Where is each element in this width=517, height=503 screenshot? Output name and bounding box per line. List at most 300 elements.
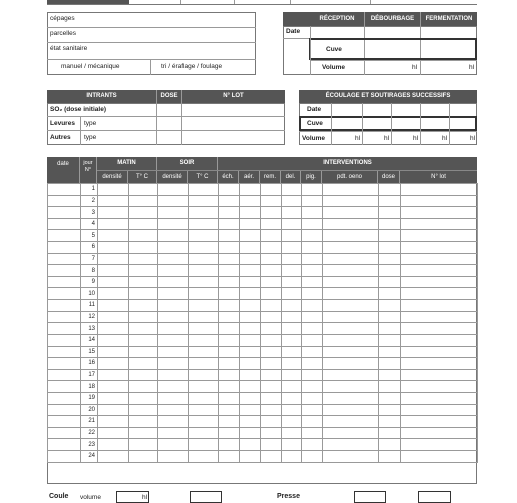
entry-cell[interactable] xyxy=(219,392,240,404)
entry-cell[interactable] xyxy=(261,334,282,346)
entry-cell[interactable] xyxy=(219,381,240,393)
entry-cell[interactable] xyxy=(189,265,219,277)
entry-cell[interactable] xyxy=(48,230,81,242)
entry-cell[interactable] xyxy=(282,404,302,416)
entry-cell[interactable] xyxy=(219,358,240,370)
entry-cell[interactable] xyxy=(189,346,219,358)
entry-cell[interactable] xyxy=(379,253,401,265)
entry-cell[interactable] xyxy=(189,195,219,207)
entry-cell[interactable] xyxy=(129,195,158,207)
entry-cell[interactable] xyxy=(240,184,261,196)
entry-cell[interactable] xyxy=(189,276,219,288)
entry-cell[interactable] xyxy=(401,334,478,346)
entry-cell[interactable] xyxy=(282,230,302,242)
entry-cell[interactable] xyxy=(323,253,379,265)
entry-cell[interactable] xyxy=(302,439,323,451)
entry-cell[interactable] xyxy=(401,288,478,300)
entry-cell[interactable] xyxy=(129,358,158,370)
entry-cell[interactable] xyxy=(323,300,379,312)
entry-cell[interactable] xyxy=(189,230,219,242)
entry-cell[interactable] xyxy=(323,288,379,300)
entry-cell[interactable] xyxy=(302,392,323,404)
entry-cell[interactable] xyxy=(261,195,282,207)
entry-cell[interactable] xyxy=(240,334,261,346)
entry-cell[interactable] xyxy=(302,311,323,323)
entry-cell[interactable] xyxy=(261,323,282,335)
entry-cell[interactable] xyxy=(48,451,81,463)
entry-cell[interactable] xyxy=(379,323,401,335)
entry-cell[interactable] xyxy=(219,427,240,439)
entry-cell[interactable] xyxy=(158,276,189,288)
entry-cell[interactable] xyxy=(129,265,158,277)
entry-cell[interactable] xyxy=(48,392,81,404)
entry-cell[interactable] xyxy=(323,392,379,404)
entry-cell[interactable] xyxy=(261,300,282,312)
entry-cell[interactable] xyxy=(219,300,240,312)
entry-cell[interactable] xyxy=(323,358,379,370)
entry-cell[interactable] xyxy=(323,276,379,288)
entry-cell[interactable] xyxy=(379,358,401,370)
entry-cell[interactable] xyxy=(48,311,81,323)
entry-cell[interactable] xyxy=(189,416,219,428)
entry-cell[interactable] xyxy=(302,416,323,428)
entry-cell[interactable] xyxy=(401,381,478,393)
entry-cell[interactable] xyxy=(261,392,282,404)
entry-cell[interactable] xyxy=(323,311,379,323)
entry-cell[interactable] xyxy=(158,288,189,300)
entry-cell[interactable] xyxy=(189,334,219,346)
entry-cell[interactable] xyxy=(48,207,81,219)
entry-cell[interactable] xyxy=(379,265,401,277)
entry-cell[interactable] xyxy=(240,358,261,370)
entry-cell[interactable] xyxy=(129,369,158,381)
entry-cell[interactable] xyxy=(240,242,261,254)
entry-cell[interactable] xyxy=(129,230,158,242)
entry-cell[interactable] xyxy=(323,242,379,254)
entry-cell[interactable] xyxy=(98,334,129,346)
entry-cell[interactable] xyxy=(129,300,158,312)
entry-cell[interactable] xyxy=(219,288,240,300)
entry-cell[interactable] xyxy=(129,276,158,288)
entry-cell[interactable] xyxy=(401,207,478,219)
entry-cell[interactable] xyxy=(302,346,323,358)
entry-cell[interactable] xyxy=(261,404,282,416)
entry-cell[interactable] xyxy=(48,358,81,370)
entry-cell[interactable] xyxy=(129,416,158,428)
entry-cell[interactable] xyxy=(98,323,129,335)
entry-cell[interactable] xyxy=(189,184,219,196)
entry-cell[interactable] xyxy=(379,439,401,451)
entry-cell[interactable] xyxy=(158,416,189,428)
entry-cell[interactable] xyxy=(401,242,478,254)
entry-cell[interactable] xyxy=(98,184,129,196)
entry-cell[interactable] xyxy=(219,451,240,463)
entry-cell[interactable] xyxy=(379,416,401,428)
entry-cell[interactable] xyxy=(219,369,240,381)
entry-cell[interactable] xyxy=(261,381,282,393)
entry-cell[interactable] xyxy=(158,230,189,242)
entry-cell[interactable] xyxy=(98,288,129,300)
entry-cell[interactable] xyxy=(323,381,379,393)
entry-cell[interactable] xyxy=(379,369,401,381)
entry-cell[interactable] xyxy=(261,439,282,451)
entry-cell[interactable] xyxy=(261,358,282,370)
entry-cell[interactable] xyxy=(282,207,302,219)
entry-cell[interactable] xyxy=(129,381,158,393)
entry-cell[interactable] xyxy=(158,265,189,277)
entry-cell[interactable] xyxy=(323,369,379,381)
entry-cell[interactable] xyxy=(323,184,379,196)
entry-cell[interactable] xyxy=(189,218,219,230)
entry-cell[interactable] xyxy=(323,416,379,428)
entry-cell[interactable] xyxy=(282,276,302,288)
entry-cell[interactable] xyxy=(98,311,129,323)
entry-cell[interactable] xyxy=(98,346,129,358)
entry-cell[interactable] xyxy=(98,416,129,428)
entry-cell[interactable] xyxy=(219,416,240,428)
entry-cell[interactable] xyxy=(98,439,129,451)
entry-cell[interactable] xyxy=(379,392,401,404)
entry-cell[interactable] xyxy=(158,300,189,312)
entry-cell[interactable] xyxy=(189,323,219,335)
entry-cell[interactable] xyxy=(240,392,261,404)
entry-cell[interactable] xyxy=(379,230,401,242)
entry-cell[interactable] xyxy=(261,311,282,323)
entry-cell[interactable] xyxy=(302,207,323,219)
entry-cell[interactable] xyxy=(401,265,478,277)
entry-cell[interactable] xyxy=(48,265,81,277)
entry-cell[interactable] xyxy=(261,253,282,265)
entry-cell[interactable] xyxy=(323,230,379,242)
entry-cell[interactable] xyxy=(129,451,158,463)
entry-cell[interactable] xyxy=(302,369,323,381)
entry-cell[interactable] xyxy=(401,300,478,312)
entry-cell[interactable] xyxy=(189,369,219,381)
entry-cell[interactable] xyxy=(219,334,240,346)
entry-cell[interactable] xyxy=(48,404,81,416)
entry-cell[interactable] xyxy=(379,451,401,463)
entry-cell[interactable] xyxy=(240,451,261,463)
entry-cell[interactable] xyxy=(302,242,323,254)
entry-cell[interactable] xyxy=(261,276,282,288)
entry-cell[interactable] xyxy=(48,334,81,346)
entry-cell[interactable] xyxy=(98,300,129,312)
entry-cell[interactable] xyxy=(401,451,478,463)
entry-cell[interactable] xyxy=(302,276,323,288)
entry-cell[interactable] xyxy=(98,451,129,463)
entry-cell[interactable] xyxy=(158,218,189,230)
entry-cell[interactable] xyxy=(302,300,323,312)
entry-cell[interactable] xyxy=(379,276,401,288)
entry-cell[interactable] xyxy=(261,346,282,358)
entry-cell[interactable] xyxy=(282,195,302,207)
entry-cell[interactable] xyxy=(48,253,81,265)
entry-cell[interactable] xyxy=(158,381,189,393)
entry-cell[interactable] xyxy=(98,427,129,439)
entry-cell[interactable] xyxy=(261,265,282,277)
entry-cell[interactable] xyxy=(282,253,302,265)
entry-cell[interactable] xyxy=(219,276,240,288)
entry-cell[interactable] xyxy=(98,230,129,242)
entry-cell[interactable] xyxy=(282,218,302,230)
entry-cell[interactable] xyxy=(219,404,240,416)
entry-cell[interactable] xyxy=(129,184,158,196)
entry-cell[interactable] xyxy=(129,207,158,219)
entry-cell[interactable] xyxy=(158,392,189,404)
entry-cell[interactable] xyxy=(158,439,189,451)
entry-cell[interactable] xyxy=(282,451,302,463)
entry-cell[interactable] xyxy=(48,242,81,254)
entry-cell[interactable] xyxy=(302,451,323,463)
entry-cell[interactable] xyxy=(219,207,240,219)
entry-cell[interactable] xyxy=(98,218,129,230)
entry-cell[interactable] xyxy=(48,195,81,207)
entry-cell[interactable] xyxy=(158,184,189,196)
entry-cell[interactable] xyxy=(261,369,282,381)
entry-cell[interactable] xyxy=(379,404,401,416)
entry-cell[interactable] xyxy=(158,404,189,416)
entry-cell[interactable] xyxy=(240,218,261,230)
entry-cell[interactable] xyxy=(189,311,219,323)
entry-cell[interactable] xyxy=(401,427,478,439)
entry-cell[interactable] xyxy=(129,288,158,300)
entry-cell[interactable] xyxy=(282,369,302,381)
entry-cell[interactable] xyxy=(158,427,189,439)
entry-cell[interactable] xyxy=(129,404,158,416)
entry-cell[interactable] xyxy=(302,358,323,370)
entry-cell[interactable] xyxy=(379,300,401,312)
entry-cell[interactable] xyxy=(48,381,81,393)
entry-cell[interactable] xyxy=(401,358,478,370)
entry-cell[interactable] xyxy=(219,218,240,230)
entry-cell[interactable] xyxy=(240,195,261,207)
entry-cell[interactable] xyxy=(379,184,401,196)
entry-cell[interactable] xyxy=(401,404,478,416)
entry-cell[interactable] xyxy=(158,358,189,370)
presse-volume-input[interactable] xyxy=(354,491,386,503)
entry-cell[interactable] xyxy=(282,334,302,346)
entry-cell[interactable] xyxy=(158,311,189,323)
entry-cell[interactable] xyxy=(189,439,219,451)
entry-cell[interactable] xyxy=(282,392,302,404)
entry-cell[interactable] xyxy=(158,253,189,265)
entry-cell[interactable] xyxy=(98,404,129,416)
entry-cell[interactable] xyxy=(129,218,158,230)
entry-cell[interactable] xyxy=(401,276,478,288)
entry-cell[interactable] xyxy=(302,218,323,230)
entry-cell[interactable] xyxy=(48,300,81,312)
entry-cell[interactable] xyxy=(323,218,379,230)
entry-cell[interactable] xyxy=(219,242,240,254)
entry-cell[interactable] xyxy=(240,381,261,393)
entry-cell[interactable] xyxy=(379,218,401,230)
entry-cell[interactable] xyxy=(261,288,282,300)
entry-cell[interactable] xyxy=(48,369,81,381)
entry-cell[interactable] xyxy=(48,288,81,300)
entry-cell[interactable] xyxy=(158,334,189,346)
entry-cell[interactable] xyxy=(189,381,219,393)
entry-cell[interactable] xyxy=(48,439,81,451)
entry-cell[interactable] xyxy=(323,323,379,335)
entry-cell[interactable] xyxy=(282,184,302,196)
entry-cell[interactable] xyxy=(379,334,401,346)
entry-cell[interactable] xyxy=(401,346,478,358)
entry-cell[interactable] xyxy=(302,253,323,265)
entry-cell[interactable] xyxy=(379,311,401,323)
entry-cell[interactable] xyxy=(98,207,129,219)
entry-cell[interactable] xyxy=(158,207,189,219)
entry-cell[interactable] xyxy=(98,392,129,404)
entry-cell[interactable] xyxy=(240,323,261,335)
entry-cell[interactable] xyxy=(401,230,478,242)
entry-cell[interactable] xyxy=(323,404,379,416)
entry-cell[interactable] xyxy=(189,404,219,416)
entry-cell[interactable] xyxy=(240,346,261,358)
entry-cell[interactable] xyxy=(282,416,302,428)
entry-cell[interactable] xyxy=(302,184,323,196)
entry-cell[interactable] xyxy=(323,346,379,358)
entry-cell[interactable] xyxy=(158,323,189,335)
entry-cell[interactable] xyxy=(302,265,323,277)
entry-cell[interactable] xyxy=(401,392,478,404)
entry-cell[interactable] xyxy=(323,451,379,463)
entry-cell[interactable] xyxy=(219,439,240,451)
entry-cell[interactable] xyxy=(129,323,158,335)
entry-cell[interactable] xyxy=(379,381,401,393)
entry-cell[interactable] xyxy=(189,288,219,300)
entry-cell[interactable] xyxy=(379,195,401,207)
entry-cell[interactable] xyxy=(158,195,189,207)
entry-cell[interactable] xyxy=(302,334,323,346)
entry-cell[interactable] xyxy=(401,369,478,381)
entry-cell[interactable] xyxy=(219,230,240,242)
entry-cell[interactable] xyxy=(240,230,261,242)
entry-cell[interactable] xyxy=(129,242,158,254)
entry-cell[interactable] xyxy=(129,311,158,323)
entry-cell[interactable] xyxy=(48,323,81,335)
entry-cell[interactable] xyxy=(282,439,302,451)
entry-cell[interactable] xyxy=(48,184,81,196)
entry-cell[interactable] xyxy=(323,439,379,451)
entry-cell[interactable] xyxy=(129,427,158,439)
entry-cell[interactable] xyxy=(302,195,323,207)
entry-cell[interactable] xyxy=(282,311,302,323)
entry-cell[interactable] xyxy=(282,242,302,254)
entry-cell[interactable] xyxy=(219,184,240,196)
entry-cell[interactable] xyxy=(401,184,478,196)
entry-cell[interactable] xyxy=(302,288,323,300)
entry-cell[interactable] xyxy=(261,416,282,428)
entry-cell[interactable] xyxy=(98,242,129,254)
entry-cell[interactable] xyxy=(219,346,240,358)
entry-cell[interactable] xyxy=(323,427,379,439)
entry-cell[interactable] xyxy=(189,207,219,219)
entry-cell[interactable] xyxy=(240,369,261,381)
entry-cell[interactable] xyxy=(129,392,158,404)
entry-cell[interactable] xyxy=(261,184,282,196)
entry-cell[interactable] xyxy=(158,346,189,358)
entry-cell[interactable] xyxy=(282,323,302,335)
entry-cell[interactable] xyxy=(219,323,240,335)
entry-cell[interactable] xyxy=(98,195,129,207)
entry-cell[interactable] xyxy=(98,381,129,393)
entry-cell[interactable] xyxy=(129,346,158,358)
entry-cell[interactable] xyxy=(282,427,302,439)
entry-cell[interactable] xyxy=(129,439,158,451)
entry-cell[interactable] xyxy=(379,427,401,439)
entry-cell[interactable] xyxy=(48,346,81,358)
entry-cell[interactable] xyxy=(189,358,219,370)
entry-cell[interactable] xyxy=(219,253,240,265)
entry-cell[interactable] xyxy=(98,369,129,381)
entry-cell[interactable] xyxy=(240,427,261,439)
entry-cell[interactable] xyxy=(323,207,379,219)
entry-cell[interactable] xyxy=(240,265,261,277)
entry-cell[interactable] xyxy=(240,288,261,300)
entry-cell[interactable] xyxy=(219,311,240,323)
entry-cell[interactable] xyxy=(302,230,323,242)
entry-cell[interactable] xyxy=(240,416,261,428)
entry-cell[interactable] xyxy=(261,218,282,230)
entry-cell[interactable] xyxy=(302,381,323,393)
entry-cell[interactable] xyxy=(48,416,81,428)
entry-cell[interactable] xyxy=(401,416,478,428)
entry-cell[interactable] xyxy=(48,427,81,439)
entry-cell[interactable] xyxy=(189,392,219,404)
entry-cell[interactable] xyxy=(219,195,240,207)
entry-cell[interactable] xyxy=(261,242,282,254)
entry-cell[interactable] xyxy=(189,427,219,439)
entry-cell[interactable] xyxy=(323,334,379,346)
entry-cell[interactable] xyxy=(261,427,282,439)
entry-cell[interactable] xyxy=(98,358,129,370)
entry-cell[interactable] xyxy=(240,276,261,288)
entry-cell[interactable] xyxy=(189,242,219,254)
entry-cell[interactable] xyxy=(240,311,261,323)
entry-cell[interactable] xyxy=(261,230,282,242)
entry-cell[interactable] xyxy=(302,404,323,416)
entry-cell[interactable] xyxy=(401,311,478,323)
entry-cell[interactable] xyxy=(219,265,240,277)
entry-cell[interactable] xyxy=(401,253,478,265)
entry-cell[interactable] xyxy=(48,276,81,288)
entry-cell[interactable] xyxy=(282,288,302,300)
entry-cell[interactable] xyxy=(240,404,261,416)
entry-cell[interactable] xyxy=(189,253,219,265)
entry-cell[interactable] xyxy=(129,253,158,265)
entry-cell[interactable] xyxy=(240,300,261,312)
entry-cell[interactable] xyxy=(302,427,323,439)
coule-extra-input[interactable] xyxy=(190,491,222,503)
entry-cell[interactable] xyxy=(379,346,401,358)
entry-cell[interactable] xyxy=(98,265,129,277)
entry-cell[interactable] xyxy=(158,369,189,381)
entry-cell[interactable] xyxy=(379,288,401,300)
entry-cell[interactable] xyxy=(323,265,379,277)
entry-cell[interactable] xyxy=(240,253,261,265)
entry-cell[interactable] xyxy=(189,300,219,312)
entry-cell[interactable] xyxy=(282,358,302,370)
entry-cell[interactable] xyxy=(282,346,302,358)
entry-cell[interactable] xyxy=(129,334,158,346)
entry-cell[interactable] xyxy=(282,265,302,277)
entry-cell[interactable] xyxy=(379,242,401,254)
entry-cell[interactable] xyxy=(401,323,478,335)
entry-cell[interactable] xyxy=(261,451,282,463)
entry-cell[interactable] xyxy=(98,253,129,265)
presse-extra-input[interactable] xyxy=(418,491,451,503)
entry-cell[interactable] xyxy=(401,218,478,230)
